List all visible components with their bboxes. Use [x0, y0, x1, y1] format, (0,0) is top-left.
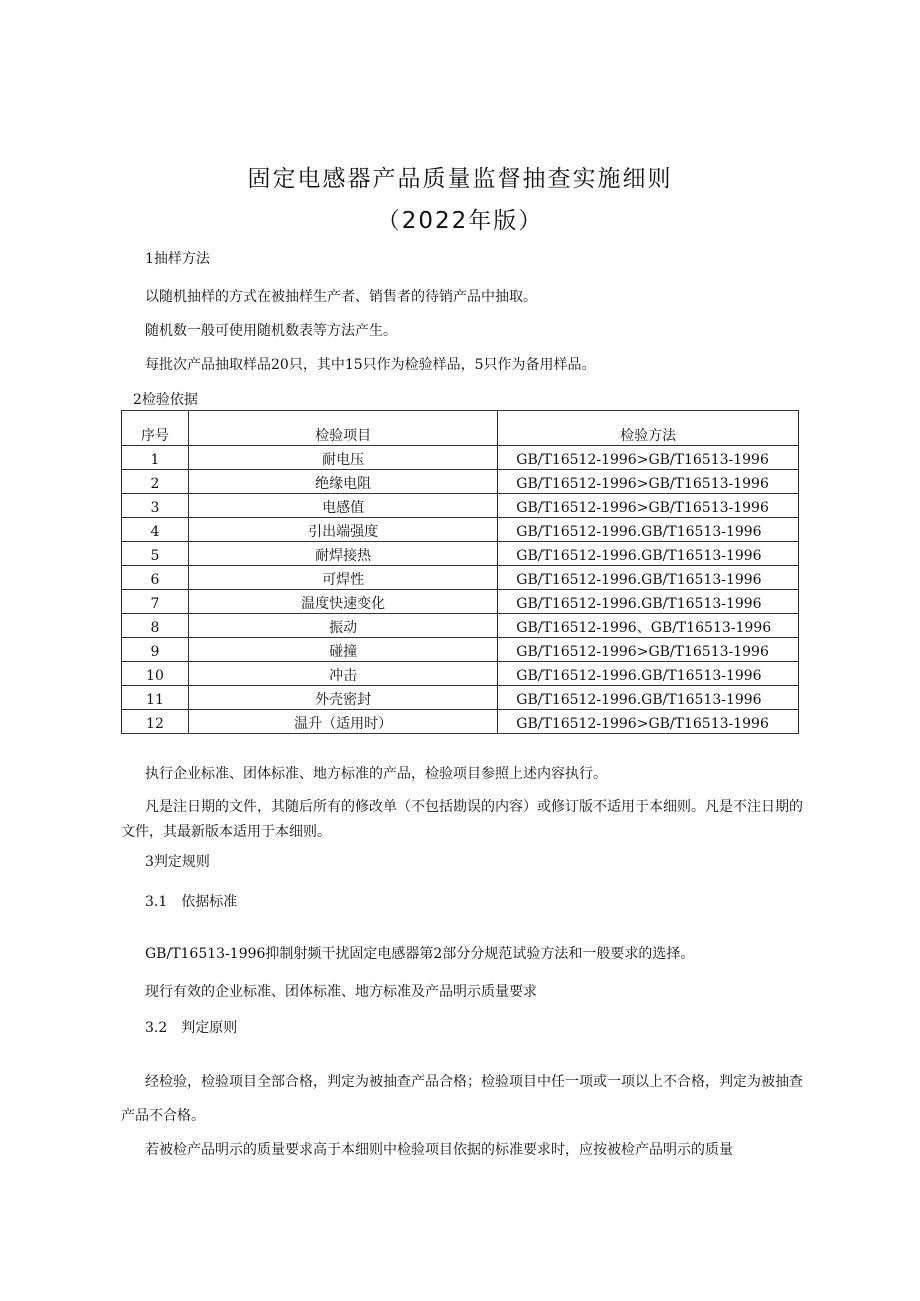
row-method: GB/T16512-1996>GB/T16513-1996 [498, 638, 799, 662]
section-1-line-1: 以随机抽样的方式在被抽样生产者、销售者的待销产品中抽取。 [145, 289, 537, 305]
table-row [122, 494, 799, 518]
table-row [122, 566, 799, 590]
header-item: 检验项目 [188, 411, 497, 446]
section-1-heading: 1抽样方法 [145, 251, 210, 267]
section-3-1-line-2: 现行有效的企业标准、团体标准、地方标准及产品明示质量要求 [145, 984, 537, 1000]
table-row [122, 470, 799, 494]
section-3-heading: 3判定规则 [145, 854, 210, 870]
section-2-heading: 2检验依据 [133, 392, 198, 408]
row-item: 冲击 [188, 662, 497, 686]
row-index: 12 [122, 710, 189, 734]
row-method: GB/T16512-1996>GB/T16513-1996 [498, 710, 799, 734]
table-row [122, 542, 799, 566]
row-item: 温度快速变化 [188, 590, 497, 614]
row-item: 外壳密封 [188, 686, 497, 710]
table-row [122, 662, 799, 686]
row-method: GB/T16512-1996>GB/T16513-1996 [498, 494, 799, 518]
table-row [122, 446, 799, 470]
row-index: 11 [122, 686, 189, 710]
table-row [122, 590, 799, 614]
table-row [122, 518, 799, 542]
header-index: 序号 [122, 411, 189, 446]
row-method: GB/T16512-1996.GB/T16513-1996 [498, 686, 799, 710]
section-3-1-line-1: GB/T16513-1996抑制射频干扰固定电感器第2部分分规范试验方法和一般要求的选择。 [145, 946, 695, 962]
section-1-line-3: 每批次产品抽取样品20只，其中15只作为检验样品，5只作为备用样品。 [145, 357, 596, 373]
row-index: 9 [122, 638, 189, 662]
row-item: 耐焊接热 [188, 542, 497, 566]
table-row [122, 710, 799, 734]
table-row [122, 638, 799, 662]
row-index: 1 [122, 446, 189, 470]
dated-documents-note: 凡是注日期的文件，其随后所有的修改单（不包括勘误的内容）或修订版不适用于本细则。凡是不注日期的文件，其最新版本适用于本细则。 [121, 799, 803, 840]
judgment-paragraph: 经检验，检验项目全部合格，判定为被抽查产品合格；检验项目中任一项或一项以上不合格，判定为被抽查产品不合格。 [121, 1074, 803, 1124]
after-table-text: 执行企业标准、团体标准、地方标准的产品，检验项目参照上述内容执行。 [145, 766, 607, 782]
row-item: 可焊性 [188, 566, 497, 590]
document-edition: （2022年版） [376, 208, 544, 234]
row-index: 2 [122, 470, 189, 494]
row-item: 耐电压 [188, 446, 497, 470]
row-index: 10 [122, 662, 189, 686]
document-title: 固定电感器产品质量监督抽查实施细则 [247, 166, 673, 192]
last-line: 若被检产品明示的质量要求高于本细则中检验项目依据的标准要求时，应按被检产品明示的质量 [145, 1142, 733, 1158]
header-method: 检验方法 [498, 411, 799, 446]
row-index: 6 [122, 566, 189, 590]
row-item: 引出端强度 [188, 518, 497, 542]
section-1-line-2: 随机数一般可使用随机数表等方法产生。 [145, 323, 397, 339]
row-method: GB/T16512-1996.GB/T16513-1996 [498, 542, 799, 566]
row-method: GB/T16512-1996.GB/T16513-1996 [498, 590, 799, 614]
row-item: 振动 [188, 614, 497, 638]
row-item: 温升（适用时） [188, 710, 497, 734]
section-3-1-heading: 3.1 依据标准 [145, 894, 238, 910]
table-row [122, 614, 799, 638]
row-method: GB/T16512-1996>GB/T16513-1996 [498, 446, 799, 470]
row-index: 4 [122, 518, 189, 542]
table-header-row [122, 411, 799, 446]
table-row [122, 686, 799, 710]
section-3-2-heading: 3.2 判定原则 [145, 1020, 238, 1036]
row-method: GB/T16512-1996>GB/T16513-1996 [498, 470, 799, 494]
row-method: GB/T16512-1996.GB/T16513-1996 [498, 518, 799, 542]
row-item: 电感值 [188, 494, 497, 518]
row-item: 碰撞 [188, 638, 497, 662]
row-index: 3 [122, 494, 189, 518]
row-index: 8 [122, 614, 189, 638]
inspection-table [121, 410, 799, 734]
row-method: GB/T16512-1996、GB/T16513-1996 [498, 614, 799, 638]
row-method: GB/T16512-1996.GB/T16513-1996 [498, 662, 799, 686]
row-index: 7 [122, 590, 189, 614]
row-item: 绝缘电阻 [188, 470, 497, 494]
row-index: 5 [122, 542, 189, 566]
row-method: GB/T16512-1996.GB/T16513-1996 [498, 566, 799, 590]
